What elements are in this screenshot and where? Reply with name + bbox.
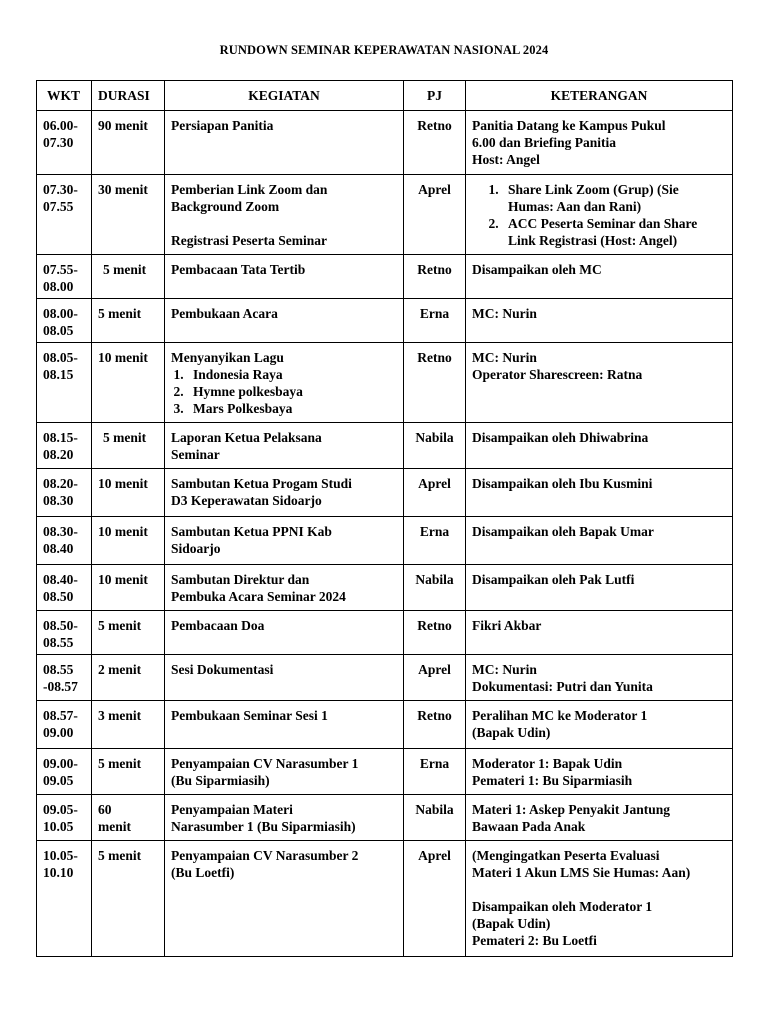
cell-keterangan [466, 611, 733, 655]
duration-text: 10 menit [98, 476, 148, 491]
table-row [37, 611, 733, 655]
time-line: 09.00- [43, 756, 78, 771]
duration-text: 5 menit [103, 430, 147, 445]
table-row [37, 111, 733, 175]
pj-name: Erna [419, 306, 450, 321]
time-line: 08.20 [43, 447, 74, 462]
pj-name: Erna [419, 756, 450, 771]
duration-text: 5 menit [98, 306, 142, 321]
activity-line: Pembacaan Doa [171, 618, 265, 633]
activity-line: Sesi Dokumentasi [171, 662, 274, 677]
cell-kegiatan [165, 299, 404, 343]
table-row [37, 343, 733, 423]
cell-kegiatan [165, 175, 404, 255]
table-row [37, 701, 733, 749]
cell-pj [404, 517, 466, 565]
activity-line: Pembacaan Tata Tertib [171, 262, 306, 277]
duration-text: 10 menit [98, 572, 148, 587]
notes-line: (Bapak Udin) [472, 725, 551, 740]
cell-pj [404, 343, 466, 423]
cell-keterangan [466, 111, 733, 175]
table-row [37, 565, 733, 611]
time-line: 07.55- [43, 262, 78, 277]
cell-wkt [37, 423, 92, 469]
time-line: 09.05 [43, 773, 74, 788]
activity-line [171, 215, 397, 232]
cell-durasi [92, 343, 165, 423]
list-item: 2. Hymne polkesbaya [187, 383, 397, 400]
time-line: 08.00- [43, 306, 78, 321]
table-body [37, 111, 733, 957]
notes-line [472, 881, 726, 898]
activity-line: Sambutan Ketua Progam Studi [171, 476, 352, 491]
time-line: 08.50- [43, 618, 78, 633]
list-item: 3. Mars Polkesbaya [187, 400, 397, 417]
time-line: 08.40- [43, 572, 78, 587]
cell-wkt [37, 795, 92, 841]
pj-name: Retno [417, 708, 452, 723]
time-line: 09.00 [43, 725, 74, 740]
header-wkt: WKT [37, 81, 92, 111]
notes-line: Disampaikan oleh Moderator 1 [472, 899, 653, 914]
cell-keterangan [466, 841, 733, 957]
time-line: 08.30- [43, 524, 78, 539]
cell-keterangan [466, 795, 733, 841]
notes-line: Disampaikan oleh MC [472, 262, 602, 277]
notes-line: (Bapak Udin) [472, 916, 551, 931]
cell-wkt [37, 175, 92, 255]
notes-line: Bawaan Pada Anak [472, 819, 586, 834]
time-line: 07.30 [43, 135, 74, 150]
notes-line: MC: Nurin [472, 306, 537, 321]
pj-name: Aprel [418, 848, 451, 863]
pj-name: Nabila [415, 572, 454, 587]
time-line: 10.05 [43, 819, 74, 834]
cell-kegiatan [165, 343, 404, 423]
duration-text: 10 menit [98, 350, 148, 365]
cell-pj [404, 841, 466, 957]
table-row [37, 795, 733, 841]
activity-line: D3 Keperawatan Sidoarjo [171, 493, 322, 508]
time-line: 10.10 [43, 865, 74, 880]
cell-durasi [92, 841, 165, 957]
notes-line: 2. ACC Peserta Seminar dan Share [508, 216, 698, 231]
cell-wkt [37, 111, 92, 175]
notes-line: Host: Angel [472, 152, 540, 167]
cell-keterangan [466, 655, 733, 701]
cell-keterangan [466, 423, 733, 469]
cell-keterangan [466, 343, 733, 423]
cell-pj [404, 565, 466, 611]
cell-kegiatan [165, 701, 404, 749]
activity-line: Menyanyikan Lagu [171, 350, 284, 365]
table-row [37, 841, 733, 957]
activity-list [171, 366, 397, 417]
time-line: 08.30 [43, 493, 74, 508]
time-line: 08.57- [43, 708, 78, 723]
cell-keterangan [466, 701, 733, 749]
cell-wkt [37, 469, 92, 517]
activity-line: Seminar [171, 447, 220, 462]
table-row [37, 749, 733, 795]
table-row [37, 299, 733, 343]
pj-name: Aprel [418, 182, 451, 197]
cell-wkt [37, 701, 92, 749]
cell-wkt [37, 841, 92, 957]
activity-line: Registrasi Peserta Seminar [171, 233, 327, 248]
notes-line: (Mengingatkan Peserta Evaluasi [472, 848, 660, 863]
pj-name: Aprel [418, 476, 451, 491]
cell-wkt [37, 749, 92, 795]
cell-durasi [92, 565, 165, 611]
activity-line: Laporan Ketua Pelaksana [171, 430, 322, 445]
duration-text: 5 menit [98, 848, 142, 863]
time-line: 08.05 [43, 323, 74, 338]
activity-line: Pemberian Link Zoom dan [171, 182, 328, 197]
activity-line: Pembuka Acara Seminar 2024 [171, 589, 346, 604]
header-durasi: DURASI [92, 81, 165, 111]
cell-durasi [92, 175, 165, 255]
cell-wkt [37, 611, 92, 655]
cell-kegiatan [165, 469, 404, 517]
cell-durasi [92, 611, 165, 655]
pj-name: Nabila [415, 430, 454, 445]
notes-line: Materi 1 Akun LMS Sie Humas: Aan) [472, 865, 691, 880]
cell-pj [404, 469, 466, 517]
pj-name: Aprel [418, 662, 451, 677]
cell-pj [404, 749, 466, 795]
time-line: 08.55 [43, 635, 74, 650]
duration-line: menit [98, 819, 131, 834]
cell-pj [404, 299, 466, 343]
time-line: 08.55 [43, 662, 74, 677]
cell-kegiatan [165, 795, 404, 841]
pj-name: Nabila [415, 802, 454, 817]
time-line: 08.50 [43, 589, 74, 604]
time-line: 08.40 [43, 541, 74, 556]
header-kegiatan: KEGIATAN [165, 81, 404, 111]
header-pj: PJ [404, 81, 466, 111]
cell-pj [404, 255, 466, 299]
cell-durasi [92, 655, 165, 701]
cell-pj [404, 175, 466, 255]
pj-name: Retno [417, 118, 452, 133]
cell-wkt [37, 343, 92, 423]
time-line: 09.05- [43, 802, 78, 817]
activity-line: Penyampaian CV Narasumber 1 [171, 756, 359, 771]
activity-line: Sambutan Ketua PPNI Kab [171, 524, 332, 539]
cell-durasi [92, 255, 165, 299]
cell-kegiatan [165, 255, 404, 299]
cell-kegiatan [165, 565, 404, 611]
duration-line: 60 [98, 802, 112, 817]
cell-pj [404, 701, 466, 749]
cell-keterangan [466, 175, 733, 255]
cell-kegiatan [165, 749, 404, 795]
notes-line: Humas: Aan dan Rani) [508, 199, 642, 214]
time-line: -08.57 [43, 679, 78, 694]
notes-list [472, 181, 726, 249]
table-row [37, 175, 733, 255]
cell-pj [404, 795, 466, 841]
activity-line: Pembukaan Acara [171, 306, 278, 321]
time-line: 07.55 [43, 199, 74, 214]
notes-line: Disampaikan oleh Bapak Umar [472, 524, 654, 539]
time-line: 07.30- [43, 182, 78, 197]
cell-kegiatan [165, 841, 404, 957]
activity-line: Sambutan Direktur dan [171, 572, 310, 587]
notes-line: Disampaikan oleh Pak Lutfi [472, 572, 635, 587]
cell-keterangan [466, 469, 733, 517]
notes-line: Dokumentasi: Putri dan Yunita [472, 679, 653, 694]
duration-text: 5 menit [98, 618, 142, 633]
pj-name: Retno [417, 262, 452, 277]
cell-keterangan [466, 255, 733, 299]
activity-line: (Bu Loetfi) [171, 865, 235, 880]
duration-text: 30 menit [98, 182, 148, 197]
notes-line: Moderator 1: Bapak Udin [472, 756, 623, 771]
cell-durasi [92, 517, 165, 565]
cell-durasi [92, 469, 165, 517]
cell-keterangan [466, 517, 733, 565]
cell-durasi [92, 701, 165, 749]
cell-wkt [37, 255, 92, 299]
cell-durasi [92, 111, 165, 175]
time-line: 08.20- [43, 476, 78, 491]
duration-text: 90 menit [98, 118, 148, 133]
cell-kegiatan [165, 655, 404, 701]
table-row [37, 517, 733, 565]
time-line: 08.05- [43, 350, 78, 365]
duration-text: 5 menit [103, 262, 147, 277]
time-line: 08.15- [43, 430, 78, 445]
duration-text: 10 menit [98, 524, 148, 539]
activity-line: Sidoarjo [171, 541, 221, 556]
time-line: 10.05- [43, 848, 78, 863]
cell-wkt [37, 299, 92, 343]
table-row [37, 423, 733, 469]
list-item: 1. Indonesia Raya [187, 366, 397, 383]
cell-keterangan [466, 299, 733, 343]
notes-line: Pemateri 1: Bu Siparmiasih [472, 773, 633, 788]
cell-pj [404, 111, 466, 175]
duration-text: 5 menit [98, 756, 142, 771]
cell-kegiatan [165, 611, 404, 655]
list-item [502, 215, 726, 249]
time-line: 08.15 [43, 367, 74, 382]
notes-line: Pemateri 2: Bu Loetfi [472, 933, 597, 948]
duration-text: 3 menit [98, 708, 142, 723]
notes-line: 1. Share Link Zoom (Grup) (Sie [508, 182, 679, 197]
table-row [37, 469, 733, 517]
pj-name: Retno [417, 350, 452, 365]
cell-durasi [92, 795, 165, 841]
cell-wkt [37, 655, 92, 701]
table-row [37, 655, 733, 701]
cell-wkt [37, 565, 92, 611]
pj-name: Erna [419, 524, 450, 539]
cell-kegiatan [165, 111, 404, 175]
notes-line: Peralihan MC ke Moderator 1 [472, 708, 648, 723]
activity-line: Penyampaian Materi [171, 802, 293, 817]
activity-line: Background Zoom [171, 199, 280, 214]
activity-line: Pembukaan Seminar Sesi 1 [171, 708, 328, 723]
cell-pj [404, 423, 466, 469]
activity-line: (Bu Siparmiasih) [171, 773, 270, 788]
cell-durasi [92, 299, 165, 343]
notes-line: MC: Nurin [472, 662, 537, 677]
cell-wkt [37, 517, 92, 565]
activity-line: Persiapan Panitia [171, 118, 274, 133]
cell-pj [404, 655, 466, 701]
cell-durasi [92, 423, 165, 469]
cell-keterangan [466, 565, 733, 611]
cell-kegiatan [165, 517, 404, 565]
notes-line: MC: Nurin [472, 350, 537, 365]
document-title: RUNDOWN SEMINAR KEPERAWATAN NASIONAL 2024 [219, 43, 549, 57]
rundown-table [36, 80, 733, 957]
notes-line: Link Registrasi (Host: Angel) [508, 233, 678, 248]
activity-line: Penyampaian CV Narasumber 2 [171, 848, 359, 863]
activity-line: Narasumber 1 (Bu Siparmiasih) [171, 819, 356, 834]
cell-durasi [92, 749, 165, 795]
notes-line: Materi 1: Askep Penyakit Jantung [472, 802, 671, 817]
cell-pj [404, 611, 466, 655]
time-line: 06.00- [43, 118, 78, 133]
table-row [37, 255, 733, 299]
notes-line: Operator Sharescreen: Ratna [472, 367, 643, 382]
table-header-row [37, 81, 733, 111]
duration-text: 2 menit [98, 662, 142, 677]
notes-line: Disampaikan oleh Dhiwabrina [472, 430, 649, 445]
cell-kegiatan [165, 423, 404, 469]
pj-name: Retno [417, 618, 452, 633]
cell-keterangan [466, 749, 733, 795]
header-keterangan: KETERANGAN [466, 81, 733, 111]
notes-line: Fikri Akbar [472, 618, 542, 633]
notes-line: 6.00 dan Briefing Panitia [472, 135, 617, 150]
notes-line: Disampaikan oleh Ibu Kusmini [472, 476, 653, 491]
list-item [502, 181, 726, 215]
time-line: 08.00 [43, 279, 74, 294]
notes-line: Panitia Datang ke Kampus Pukul [472, 118, 666, 133]
